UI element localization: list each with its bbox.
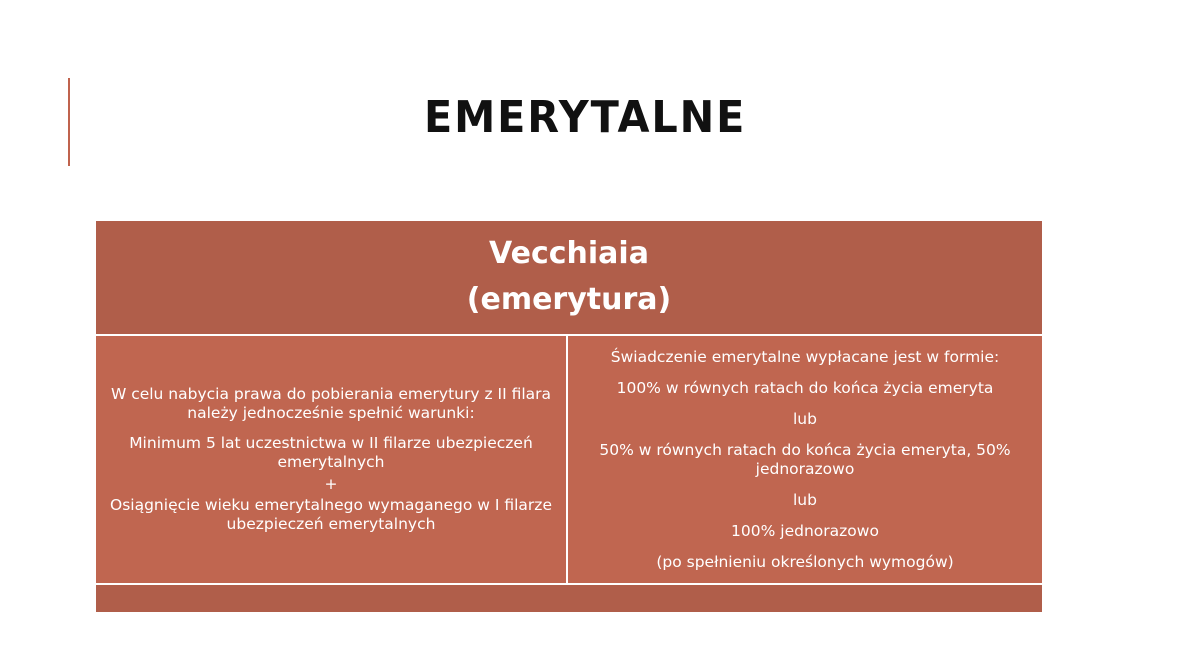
payout-forms-cell <box>568 336 1042 583</box>
payout-option-lump-sum: 100% jednorazowo <box>731 521 879 540</box>
table-body-row <box>96 336 1042 585</box>
or-separator: lub <box>793 490 817 509</box>
payout-option-mixed: 50% w równych ratach do końca życia emeryta, 50% jednorazowo <box>599 440 1011 478</box>
table-header-cell <box>96 221 1042 336</box>
title-accent-line <box>68 78 70 166</box>
header-title: Vecchiaia <box>489 236 649 271</box>
table-footer-row <box>96 585 1042 612</box>
or-separator: lub <box>793 409 817 428</box>
conditions-intro: W celu nabycia prawa do pobierania emerytury z II filara należy jednocześnie spełnić warunki: <box>110 385 552 422</box>
header-subtitle: (emerytura) <box>466 282 672 317</box>
pension-table <box>96 221 1042 612</box>
condition-retirement-age: Osiągnięcie wieku emerytalnego wymaganego w I filarze ubezpieczeń emerytalnych <box>110 496 552 533</box>
payout-intro: Świadczenie emerytalne wypłacane jest w formie: <box>610 347 1000 366</box>
payout-option-full-installments: 100% w równych ratach do końca życia emeryta <box>616 378 994 397</box>
condition-participation: Minimum 5 lat uczestnictwa w II filarze ubezpieczeń emerytalnych <box>129 434 533 471</box>
slide-title: EMERYTALNE <box>424 92 747 143</box>
plus-sign: + <box>324 475 338 493</box>
payout-note: (po spełnieniu określonych wymogów) <box>656 552 954 571</box>
conditions-cell <box>96 336 568 583</box>
